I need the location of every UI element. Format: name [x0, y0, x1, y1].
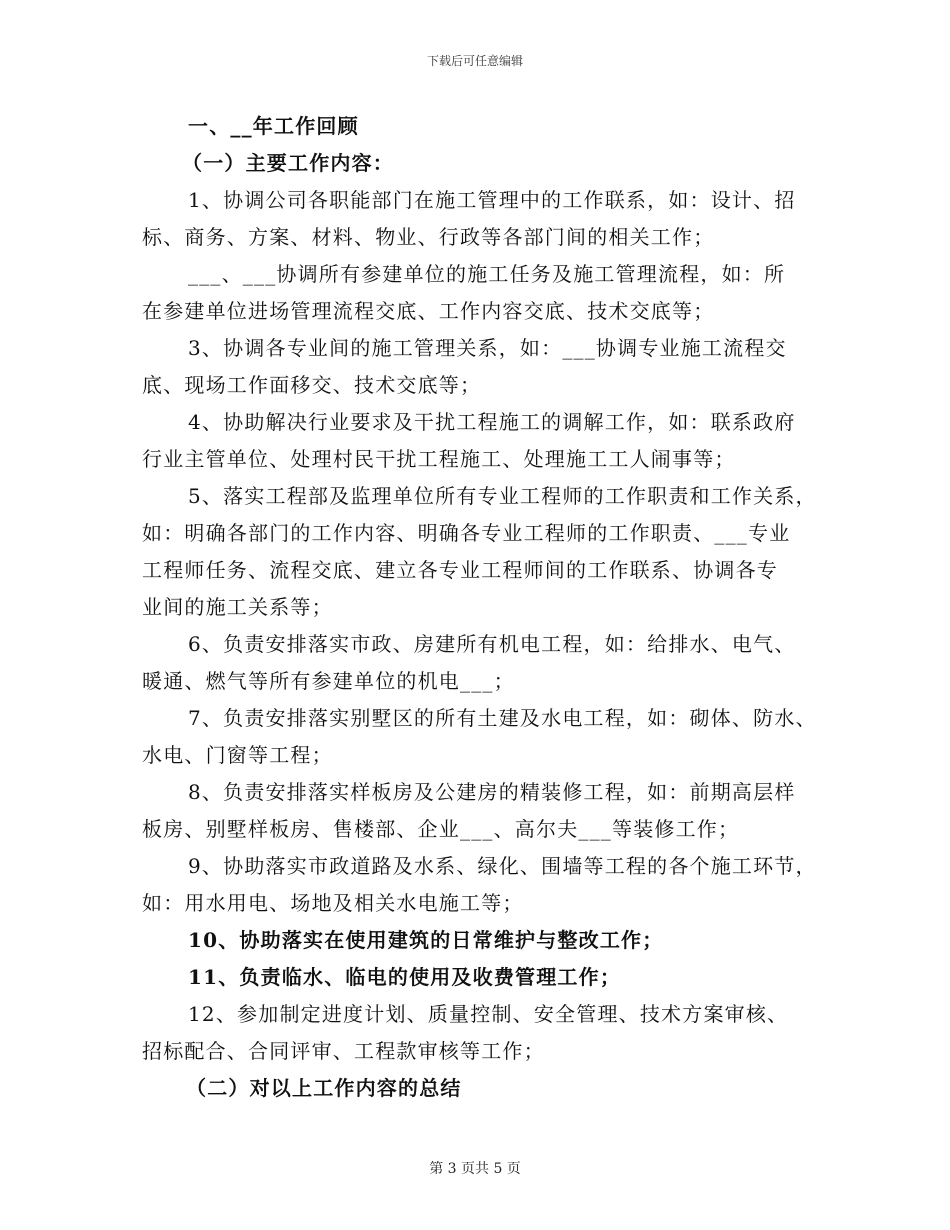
document-body — [142, 108, 817, 1107]
paragraph-line: 招标配合、合同评审、工程款审核等工作； — [142, 1039, 545, 1063]
subsection-heading: （二）对以上工作内容的总结 — [186, 1076, 462, 1100]
paragraph-line: 3、协调各专业间的施工管理关系，如：___协调专业施工流程交 — [188, 336, 787, 360]
paragraph-line: 如：明确各部门的工作内容、明确各专业工程师的工作职责、___专业 — [142, 521, 791, 545]
paragraph-line: 6、负责安排落实市政、房建所有机电工程，如：给排水、电气、 — [188, 632, 796, 656]
paragraph-line: 工程师任务、流程交底、建立各专业工程师间的工作联系、协调各专 — [142, 558, 778, 582]
paragraph-line: 如：用水用电、场地及相关水电施工等； — [142, 891, 524, 915]
paragraph-line: 板房、别墅样板房、售楼部、企业___、高尔夫___等装修工作； — [142, 817, 740, 841]
subsection-heading: （一）主要工作内容： — [182, 151, 394, 175]
page-footer: 第 3 页共 5 页 — [429, 1161, 521, 1177]
paragraph-line: 水电、门窗等工程； — [142, 743, 333, 767]
paragraph-line-bold: 11、负责临水、临电的使用及收费管理工作； — [188, 965, 622, 989]
paragraph-line: 7、负责安排落实别墅区的所有土建及水电工程，如：砌体、防水、 — [188, 706, 817, 730]
paragraph-line: 1、协调公司各职能部门在施工管理中的工作联系，如：设计、招 — [188, 188, 796, 212]
page-header: 下载后可任意编辑 — [426, 54, 523, 68]
paragraph-line: 暖通、燃气等所有参建单位的机电___； — [142, 669, 515, 693]
paragraph-line: 业间的施工关系等； — [142, 595, 333, 619]
paragraph-line: 在参建单位进场管理流程交底、工作内容交底、技术交底等； — [142, 299, 715, 323]
paragraph-line: 4、协助解决行业要求及干扰工程施工的调解工作，如：联系政府 — [188, 410, 796, 434]
paragraph-line: 8、负责安排落实样板房及公建房的精装修工程，如：前期高层样 — [188, 780, 796, 804]
paragraph-line: 标、商务、方案、材料、物业、行政等各部门间的相关工作； — [142, 225, 715, 249]
paragraph-line-bold: 10、协助落实在使用建筑的日常维护与整改工作； — [188, 928, 664, 952]
paragraph-line: 行业主管单位、处理村民干扰工程施工、处理施工工人闹事等； — [142, 447, 736, 471]
paragraph-line: 5、落实工程部及监理单位所有专业工程师的工作职责和工作关系， — [188, 484, 817, 508]
paragraph-line: ___、___协调所有参建单位的施工任务及施工管理流程，如：所 — [188, 262, 786, 286]
section-heading: 一、__年工作回顾 — [188, 114, 359, 138]
paragraph-line: 12、参加制定进度计划、质量控制、安全管理、技术方案审核、 — [188, 1002, 789, 1026]
paragraph-line: 9、协助落实市政道路及水系、绿化、围墙等工程的各个施工环节， — [188, 854, 817, 878]
paragraph-line: 底、现场工作面移交、技术交底等； — [142, 373, 482, 397]
